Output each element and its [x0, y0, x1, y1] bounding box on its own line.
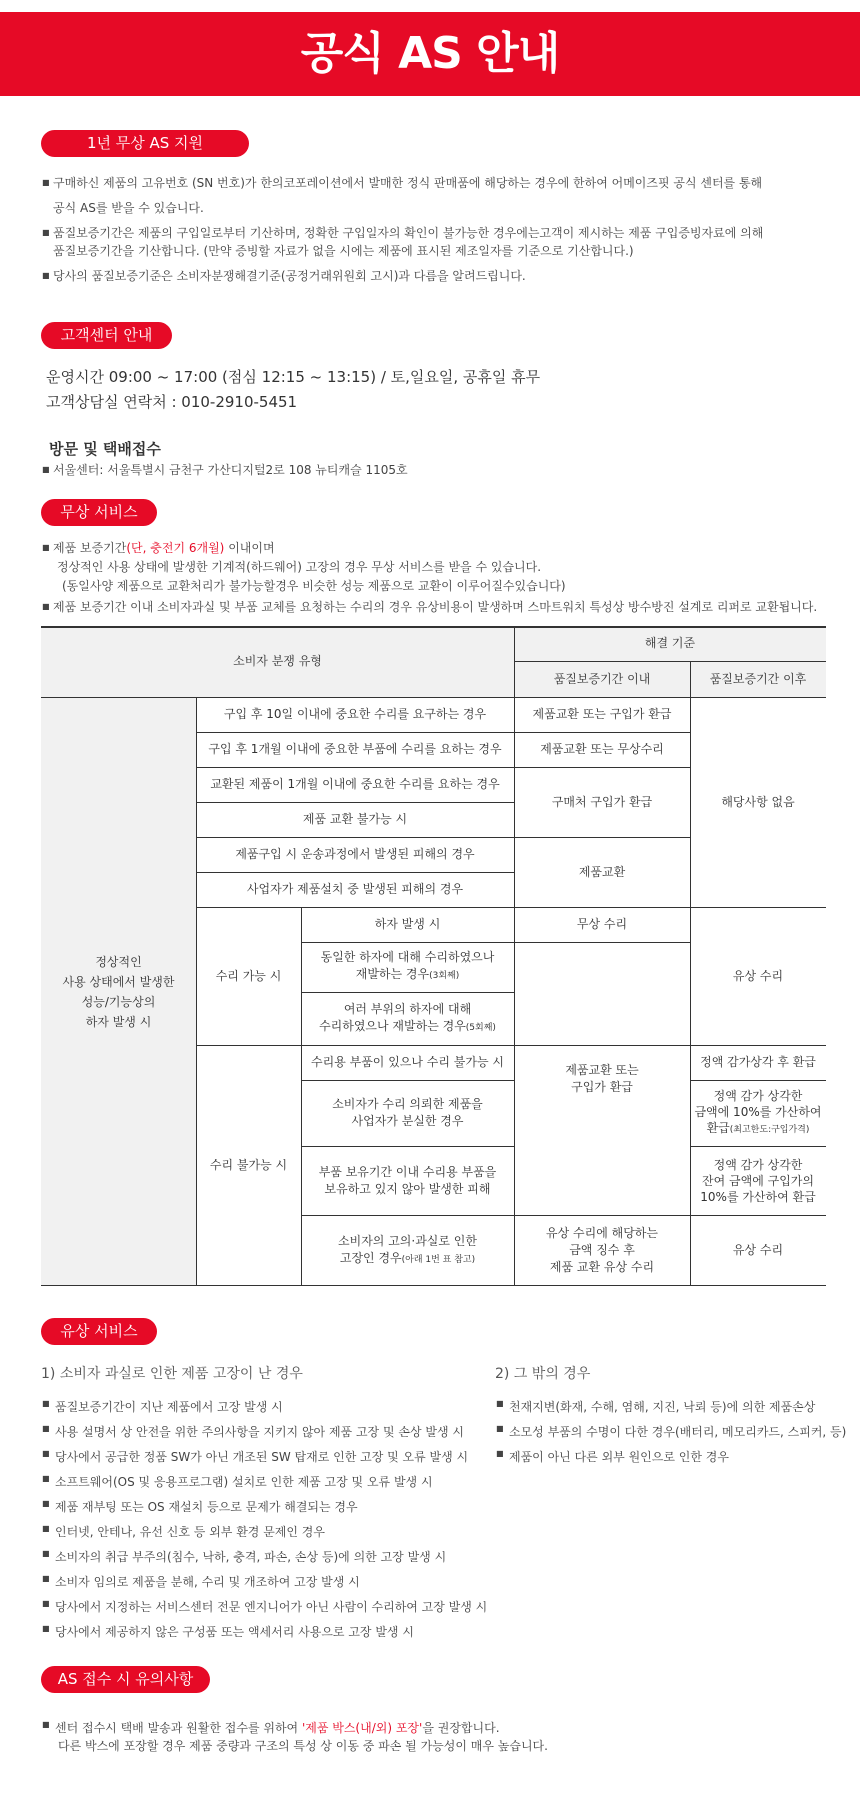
page-title: 공식 AS 안내 — [300, 28, 560, 79]
grid-line — [196, 767, 690, 768]
row-line: 소비자가 수리 의뢰한 제품을 — [332, 1097, 483, 1111]
text-part: 을 권장합니다. — [422, 1721, 500, 1735]
grid-line — [196, 907, 826, 908]
list-item: ■ 당사에서 지정하는 서비스센터 전문 엔지니어가 아닌 사람이 수리하여 고장 발생 시 — [55, 1598, 487, 1615]
list-item: ■ 제품 재부팅 또는 OS 재설치 등으로 문제가 해결되는 경우 — [55, 1498, 358, 1515]
cell-line: 유상 수리에 해당하는 — [546, 1226, 658, 1240]
table-row-type — [301, 1080, 514, 1146]
hours-text: 운영시간 09:00 ~ 17:00 (점심 12:15 ~ 13:15) / 토,일요일, 공휴일 휴무 — [46, 368, 541, 386]
grid-line — [514, 661, 826, 662]
list-item: ■ 소프트웨어(OS 및 응용프로그램) 설치로 인한 제품 고장 및 오류 발생 시 — [55, 1473, 433, 1490]
text-part: 이내이며 — [224, 541, 275, 555]
grid-line — [41, 697, 826, 698]
visit-title: 방문 및 택배접수 — [49, 440, 161, 458]
unrepairable-category: 수리 불가능 시 — [209, 1158, 288, 1172]
row-line: 보유하고 있지 않아 발생한 피해 — [324, 1181, 491, 1196]
row-line: 소비자의 고의·과실로 인한 — [338, 1233, 477, 1248]
list-item: ■ 당사에서 공급한 정품 SW가 아닌 개조된 SW 탑재로 인한 고장 및 오류 발생 시 — [55, 1448, 468, 1465]
cell-line: 정액 감가 상각한 — [713, 1157, 803, 1172]
table-row-type: 구입 후 1개월 이내에 중요한 부품에 수리를 요하는 경우 — [208, 742, 502, 756]
table-row-type: 교환된 제품이 1개월 이내에 중요한 수리를 요하는 경우 — [210, 777, 500, 791]
table-row-type: 사업자가 제품설치 중 발생된 피해의 경우 — [246, 882, 464, 896]
grid-line — [301, 1215, 826, 1216]
paid-right-title: 2) 그 밖의 경우 — [495, 1366, 591, 1382]
within-cell — [514, 942, 690, 1215]
grid-line — [196, 732, 690, 733]
text-line: (동일사양 제품으로 교환처리가 불가능할경우 비슷한 성능 제품으로 교환이 이루어질수있습니다) — [62, 579, 566, 593]
grid-line — [196, 837, 690, 838]
grid-line — [301, 1146, 514, 1147]
text-line: ■ 품질보증기간은 제품의 구입일로부터 기산하며, 정확한 구입일자의 확인이 불가능한 경우에는고객이 제시하는 제품 구입증빙자료에 의해 — [53, 225, 763, 241]
text-line: 정상적인 사용 상태에 발생한 기계적(하드웨어) 고장의 경우 무상 서비스를 받을 수 있습니다. — [57, 560, 542, 574]
table-row-type — [301, 1146, 514, 1215]
list-item: ■ 소비자의 취급 부주의(침수, 낙하, 충격, 파손, 손상 등)에 의한 고장 발생 시 — [55, 1548, 446, 1565]
section-label-free-service: 무상 서비스 — [41, 499, 157, 526]
row-line: 여러 부위의 하자에 대해 — [343, 1001, 472, 1016]
text-line — [53, 540, 275, 556]
within-cell: 제품교환 또는 무상수리 — [540, 742, 664, 756]
row-line — [340, 1250, 475, 1269]
table-row-type — [301, 992, 514, 1045]
after-cell: 유상 수리 — [732, 1243, 784, 1257]
section-label-as-notice: AS 접수 시 유의사항 — [41, 1666, 210, 1693]
list-item: ■ 인터넷, 안테나, 유선 신호 등 외부 환경 문제인 경우 — [55, 1523, 325, 1540]
category-line: 사용 상태에서 발생한 — [62, 974, 175, 989]
list-item: ■ 당사에서 제공하지 않은 구성품 또는 액세서리 사용으로 고장 발생 시 — [55, 1623, 414, 1640]
text-line: ■ 당사의 품질보증기준은 소비자분쟁해결기준(공정거래위원회 고시)과 다름을 알려드립니다. — [53, 268, 526, 284]
list-item: ■ 소모성 부품의 수명이 다한 경우(배터리, 메모리카드, 스피커, 등) — [509, 1423, 846, 1440]
header-banner — [0, 12, 860, 96]
text-line: 공식 AS를 받을 수 있습니다. — [53, 201, 204, 215]
main-category — [41, 697, 196, 1286]
text-part: 센터 접수시 택배 발송과 원활한 접수를 위하여 — [55, 1721, 302, 1735]
cell-part: 환급 — [706, 1121, 730, 1135]
phone-text: 고객상담실 연락처 : 010-2910-5451 — [46, 393, 298, 411]
row-line: 사업자가 분실한 경우 — [351, 1114, 464, 1128]
within-cell: 제품교환 — [578, 864, 626, 879]
row-part: 고장인 경우 — [339, 1250, 402, 1265]
table-row-type — [301, 942, 514, 992]
grid-line — [196, 1045, 826, 1046]
after-cell: 해당사항 없음 — [721, 794, 795, 809]
grid-line — [301, 1080, 514, 1081]
cell-line: 구입가 환급 — [571, 1079, 633, 1094]
row-note: (아래 1번 표 참고) — [401, 1254, 476, 1265]
table-border-bottom — [41, 1285, 826, 1286]
header-dispute-type: 소비자 분쟁 유형 — [233, 654, 322, 668]
notice-line — [55, 1719, 500, 1736]
category-line: 성능/기능상의 — [81, 994, 156, 1009]
table-row-type: 하자 발생 시 — [374, 917, 441, 931]
cell-line: 금액 징수 후 — [569, 1243, 635, 1257]
grid-line — [690, 1146, 826, 1147]
grid-line — [514, 626, 515, 1286]
visit-address: ■ 서울센터: 서울특별시 금천구 가산디지털2로 108 뉴티캐슬 1105호 — [53, 462, 408, 478]
within-cell — [514, 1215, 690, 1286]
text-line: ■ 구매하신 제품의 고유번호 (SN 번호)가 한의코포레이션에서 발매한 정식 판매품에 해당하는 경우에 한하여 어메이즈핏 공식 센터를 통해 — [53, 175, 762, 191]
highlight-text: (단, 충전기 6개월) — [126, 541, 225, 555]
after-cell: 유상 수리 — [732, 968, 784, 983]
after-cell — [690, 1146, 826, 1215]
grid-line — [196, 802, 514, 803]
table-row-type: 구입 후 10일 이내에 중요한 수리를 요구하는 경우 — [223, 707, 487, 721]
after-cell: 정액 감가상각 후 환급 — [700, 1055, 816, 1069]
cell-line: 제품교환 또는 — [565, 1062, 639, 1077]
highlight-text: '제품 박스(내/외) 포장' — [301, 1721, 423, 1735]
grid-line — [301, 942, 690, 943]
within-cell: 제품교환 또는 구입가 환급 — [532, 707, 672, 721]
cell-line: 제품 교환 유상 수리 — [549, 1260, 655, 1274]
paid-left-title: 1) 소비자 과실로 인한 제품 고장이 난 경우 — [41, 1366, 303, 1382]
list-item: ■ 품질보증기간이 지난 제품에서 고장 발생 시 — [55, 1398, 283, 1415]
header-within-warranty: 품질보증기간 이내 — [553, 671, 651, 686]
grid-line — [301, 992, 514, 993]
section-label-paid-service: 유상 서비스 — [41, 1318, 157, 1345]
table-row-type: 제품 교환 불가능 시 — [302, 812, 408, 826]
grid-line — [196, 697, 197, 1286]
grid-line — [301, 907, 302, 1286]
row-line: 동일한 하자에 대해 수리하였으나 — [320, 950, 495, 964]
category-line: 하자 발생 시 — [85, 1014, 152, 1029]
text-line: 품질보증기간을 기산합니다. (만약 증빙할 자료가 없을 시에는 제품에 표시된 제조일자를 기준으로 기산합니다.) — [53, 244, 634, 258]
cell-note: (최고한도:구입가격) — [729, 1125, 810, 1135]
grid-line — [690, 661, 691, 1286]
table-row-type — [301, 1215, 514, 1286]
table-row-type: 수리용 부품이 있으나 수리 불가능 시 — [311, 1055, 504, 1069]
row-part: 수리하였으나 재발하는 경우 — [319, 1018, 466, 1033]
grid-line — [690, 1080, 826, 1081]
category-line: 정상적인 — [95, 954, 142, 969]
cell-line: 금액에 10%를 가산하여 — [694, 1105, 822, 1119]
header-after-warranty: 품질보증기간 이후 — [709, 671, 807, 686]
dispute-table — [41, 626, 826, 1286]
cell-line — [707, 1120, 810, 1138]
text-part: 제품 보증기간 — [53, 541, 127, 555]
section-label-free-as: 1년 무상 AS 지원 — [41, 130, 249, 157]
text-line: ■ 제품 보증기간 이내 소비자과실 및 부품 교체를 요청하는 수리의 경우 유상비용이 발생하며 스마트워치 특성상 방수방진 설계로 리퍼로 교환됩니다. — [53, 599, 817, 615]
row-note: (5회째) — [465, 1022, 496, 1033]
cell-line: 정액 감가 상각한 — [713, 1089, 803, 1103]
table-border-top — [41, 626, 826, 628]
row-line: 부품 보유기간 이내 수리용 부품을 — [318, 1164, 497, 1179]
row-part: 재발하는 경우 — [355, 967, 430, 981]
list-item: ■ 천재지변(화재, 수해, 염해, 지진, 낙뢰 등)에 의한 제품손상 — [509, 1398, 815, 1415]
table-row-type: 제품구입 시 운송과정에서 발생된 피해의 경우 — [235, 847, 475, 861]
after-cell — [690, 1080, 826, 1146]
list-item: ■ 사용 설명서 상 안전을 위한 주의사항을 지키지 않아 제품 고장 및 손상 발생 시 — [55, 1423, 464, 1440]
header-resolution: 해결 기준 — [644, 636, 696, 650]
grid-line — [196, 872, 514, 873]
within-cell: 구매처 구입가 환급 — [551, 794, 653, 809]
row-note: (3회째) — [429, 971, 460, 981]
repairable-category: 수리 가능 시 — [215, 968, 282, 983]
list-item: ■ 소비자 임의로 제품을 분해, 수리 및 개조하여 고장 발생 시 — [55, 1573, 360, 1590]
section-label-customer-center: 고객센터 안내 — [41, 322, 172, 349]
cell-line: 잔여 금액에 구입가의 — [702, 1173, 814, 1188]
cell-line: 10%를 가산하여 환급 — [700, 1189, 816, 1204]
within-cell: 무상 수리 — [576, 917, 628, 931]
row-line — [356, 966, 460, 985]
list-item: ■ 제품이 아닌 다른 외부 원인으로 인한 경우 — [509, 1448, 729, 1465]
notice-line: 다른 박스에 포장할 경우 제품 중량과 구조의 특성 상 이동 중 파손 될 가능성이 매우 높습니다. — [58, 1739, 548, 1753]
row-line — [319, 1018, 496, 1037]
